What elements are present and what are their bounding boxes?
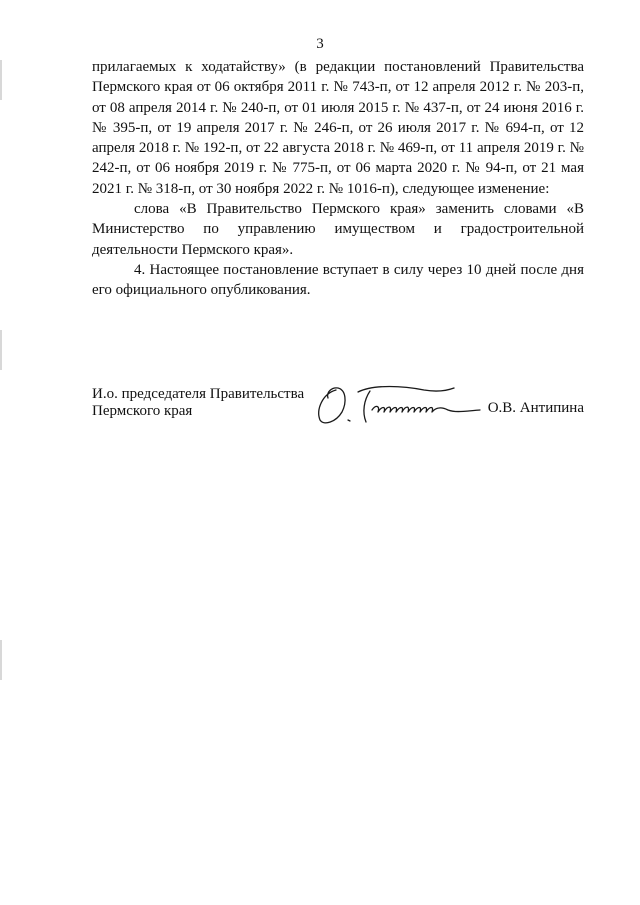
effective-date-paragraph: 4. Настоящее постановление вступает в силу через 10 дней после дня его официального опубликования. [92,261,584,299]
handwritten-signature [314,382,484,426]
amendment-paragraph: слова «В Правительство Пермского края» заменить словами «В Министерство по управлению имуществом и градостроительной деятельности Пермского края». [92,201,584,258]
page-number: 3 [316,36,324,52]
continuation-paragraph: прилагаемых к ходатайству» (в редакции постановлений Правительства Пермского края от 06 октября 2011 г. № 743-п, от 12 апреля 2012 г. № 203-п, от 08 апреля 2014 г. № 240-п, от 01 июля 2015 г. № 437-п, от 24 июня 2016 г. № 395-п, от 19 апреля 2017 г. № 246-п, от 26 июля 2017 г. № 694-п, от 12 апреля 2018 г. № 192-п, от 22 августа 2018 г. № 469-п, от 11 апреля 2019 г. № 242-п, от 06 ноября 2019 г. № 775-п, от 06 марта 2020 г. № 94-п, от 21 мая 2021 г. № 318-п, от 30 ноября 2022 г. № 1016-п), следующее изменение: [92,59,584,197]
signatory-title-line2: Пермского края [92,403,193,419]
signatory-name: О.В. Антипина [487,400,584,416]
document-body [92,57,584,301]
signatory-title-line1: И.о. председателя Правительства [92,386,305,402]
signatory-title [92,386,304,420]
signature-block [92,384,584,424]
scan-margin-marks [0,0,4,905]
